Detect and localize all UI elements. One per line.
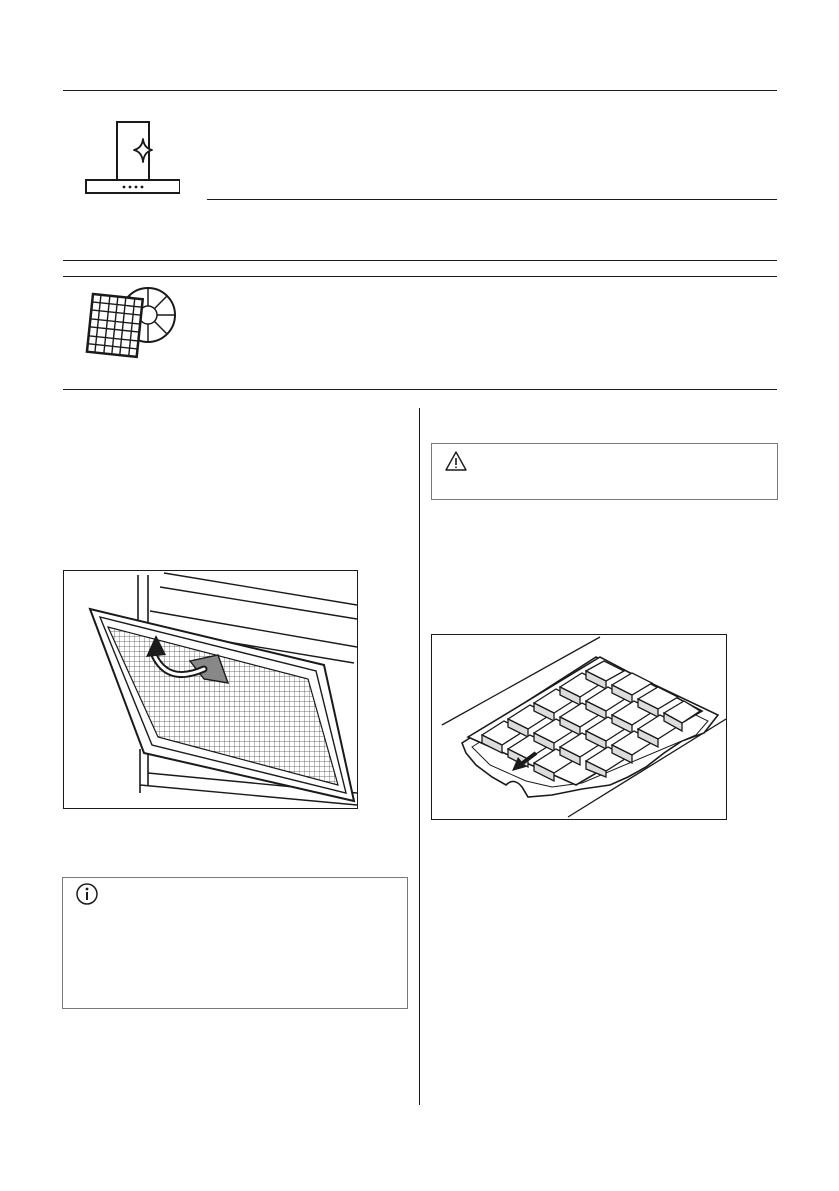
carbon-filter-fan-icon [82,282,178,372]
hood-sparkle-icon [84,120,180,196]
carbon-filter-figure [431,634,727,820]
subsection-rule [207,199,777,200]
warning-triangle-icon [444,450,468,472]
info-icon [75,882,99,906]
section-rule-upper [63,260,777,261]
column-divider [419,408,420,1105]
section-rule-lower [63,276,777,277]
info-notice-box [62,877,408,1009]
top-rule [63,90,777,91]
grease-filter-figure [63,570,358,809]
section-bottom-rule [63,389,777,390]
warning-notice-box [431,443,778,500]
